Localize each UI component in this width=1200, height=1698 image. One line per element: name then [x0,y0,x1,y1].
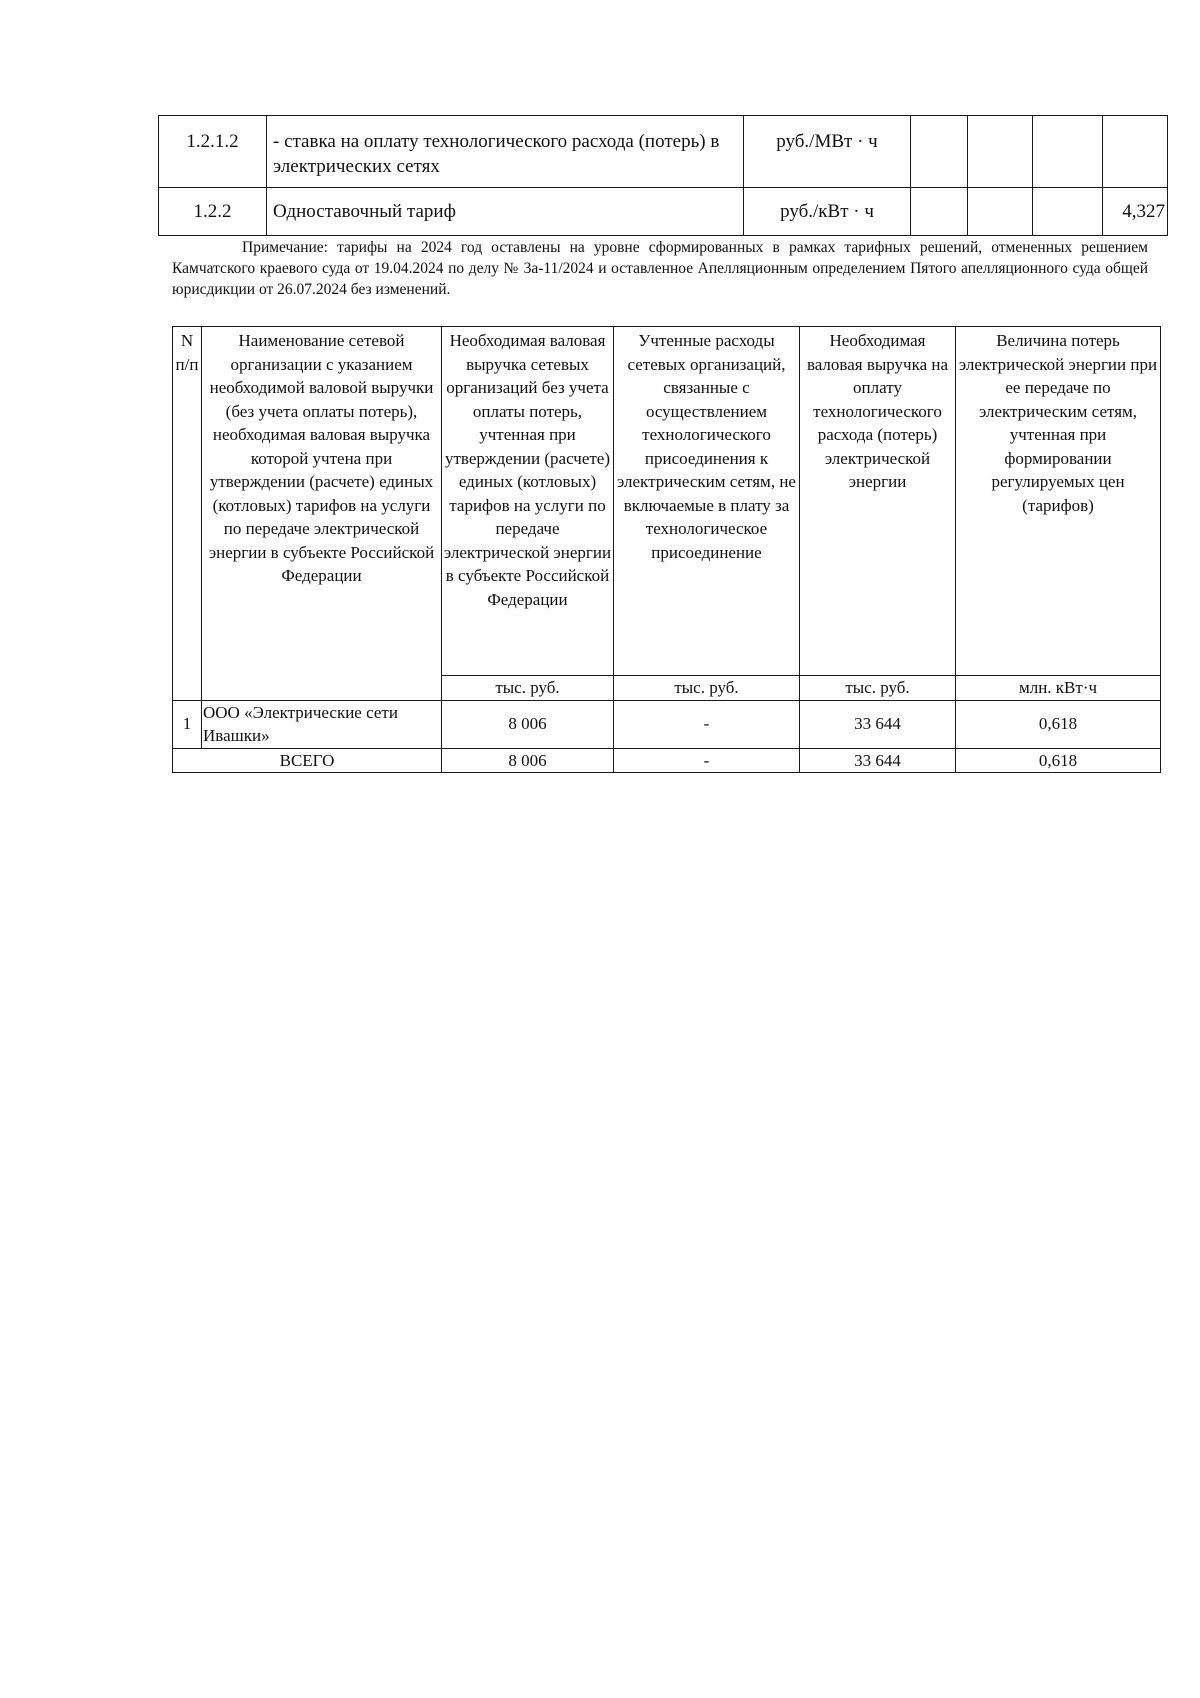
tariff-row-unit: руб./кВт · ч [744,188,911,236]
header-organization: Наименование сетевой организации с указанием необходимой валовой выручки (без учета оплаты потерь), необходимая валовая выручка которой учтена при утверждении (расчете) единых (котловых) тарифов на услуги по передаче электрической энергии в субъекте Российской Федерации [202,327,442,701]
losses-nvv-value: 33 644 [800,700,956,748]
tariff-value-cell [911,116,968,188]
total-tp-costs: - [614,748,800,773]
tariff-value-cell [968,116,1033,188]
losses-volume-value: 0,618 [956,700,1161,748]
total-label: ВСЕГО [173,748,442,773]
tariff-row-number: 1.2.1.2 [159,116,267,188]
unit-label: тыс. руб. [442,676,614,701]
tariff-row [159,116,1168,188]
row-number: 1 [173,700,202,748]
unit-label: тыс. руб. [800,676,956,701]
tariff-row [159,188,1168,236]
losses-table-header [173,327,1161,676]
tariff-value-cell: 4,327 [1103,188,1168,236]
tariff-row-unit: руб./МВт · ч [744,116,911,188]
total-nvv: 8 006 [442,748,614,773]
total-row [173,748,1161,773]
header-tp-costs: Учтенные расходы сетевых организаций, связанные с осуществлением технологического присоединения к электрическим сетям, не включаемые в плату за технологическое присоединение [614,327,800,676]
tariff-value-cell [1033,116,1103,188]
tariff-note: Примечание: тарифы на 2024 год оставлены на уровне сформированных в рамках тарифных решений, отмененных решением Камчатского краевого суда от 19.04.2024 по делу № 3а-11/2024 и оставленное Апелляционным определением Пятого апелляционного суда общей юрисдикции от 26.07.2024 без изменений. [172,239,1148,298]
header-number: N п/п [173,327,202,701]
header-losses-volume: Величина потерь электрической энергии при ее передаче по электрическим сетям, учтенная при формировании регулируемых цен (тарифов) [956,327,1161,676]
header-losses-nvv: Необходимая валовая выручка на оплату технологического расхода (потерь) электрической энергии [800,327,956,676]
unit-label: млн. кВт·ч [956,676,1161,701]
losses-table [172,326,1161,773]
tariff-value-cell [911,188,968,236]
tariff-row-name: - ставка на оплату технологического расхода (потерь) в электрических сетях [267,116,744,188]
tariff-value-cell [968,188,1033,236]
tariff-table [158,115,1168,236]
nvv-value: 8 006 [442,700,614,748]
tariff-value-cell [1033,188,1103,236]
organization-name: ООО «Электрические сети Ивашки» [202,700,442,748]
total-losses-nvv: 33 644 [800,748,956,773]
total-losses-volume: 0,618 [956,748,1161,773]
table-row [173,700,1161,748]
tariff-row-number: 1.2.2 [159,188,267,236]
tariff-value-cell [1103,116,1168,188]
tariff-row-name: Одноставочный тариф [267,188,744,236]
tp-costs-value: - [614,700,800,748]
unit-label: тыс. руб. [614,676,800,701]
header-nvv: Необходимая валовая выручка сетевых организаций без учета оплаты потерь, учтенная при утверждении (расчете) единых (котловых) тарифов на услуги по передаче электрической энергии в субъекте Российской Федерации [442,327,614,676]
